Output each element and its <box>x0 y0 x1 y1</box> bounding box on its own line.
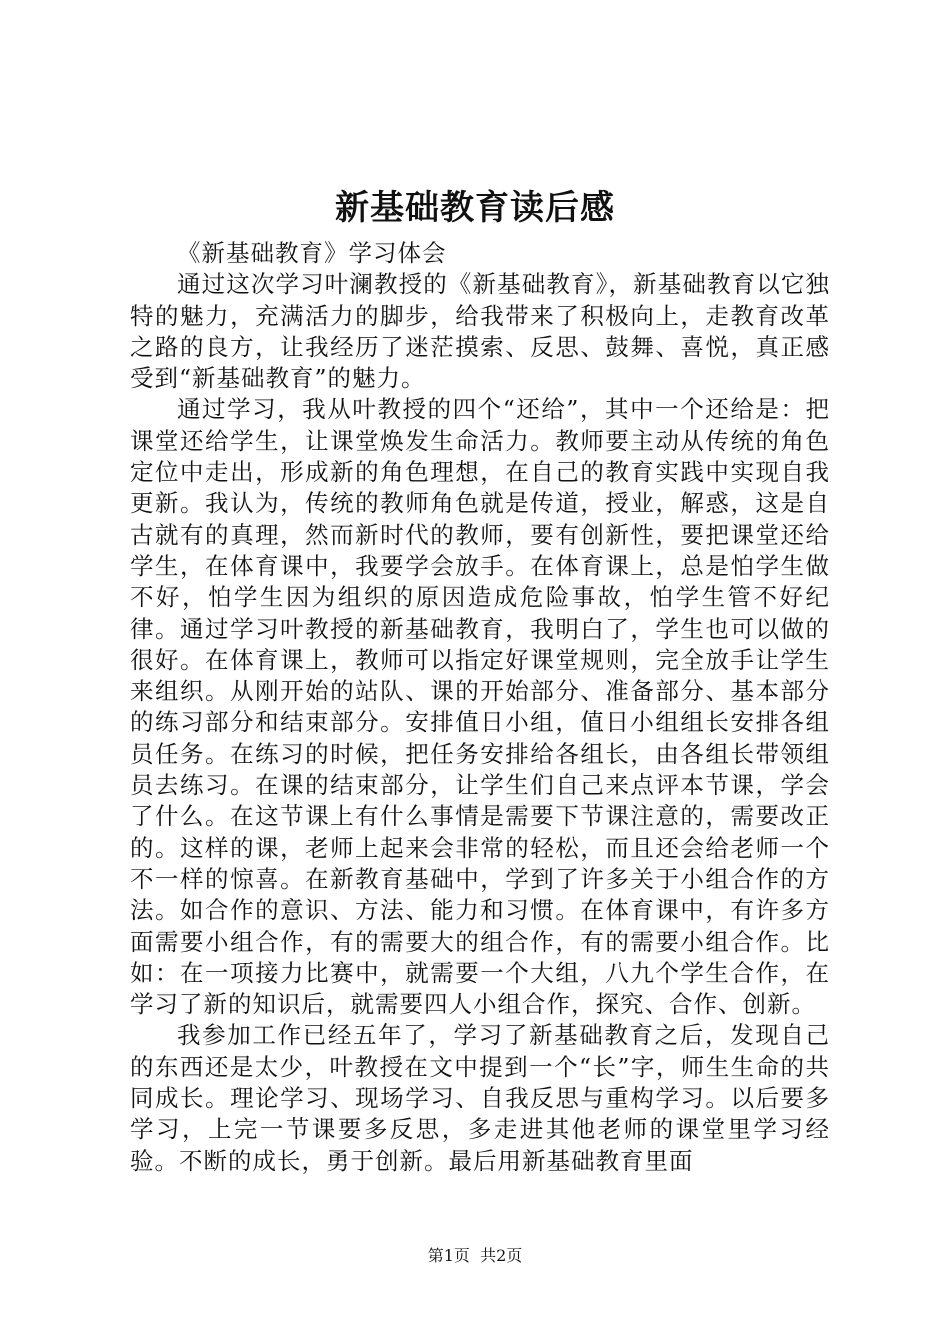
body-paragraph: 通过学习，我从叶教授的四个“还给”，其中一个还给是：把课堂还给学生，让课堂焕发生命活力。教师要主动从传统的角色定位中走出，形成新的角色理想，在自己的教育实践中实现自我更新。我认为，传统的教师角色就是传道，授业，解惑，这是自古就有的真理，然而新时代的教师，要有创新性，要把课堂还给学生，在体育课中，我要学会放手。在体育课上，总是怕学生做不好，怕学生因为组织的原因造成危险事故，怕学生管不好纪律。通过学习叶教授的新基础教育，我明白了，学生也可以做的很好。在体育课上，教师可以指定好课堂规则，完全放手让学生来组织。从刚开始的站队、课的开始部分、准备部分、基本部分的练习部分和结束部分。安排值日小组，值日小组组长安排各组员任务。在练习的时候，把任务安排给各组长，由各组长带领组员去练习。在课的结束部分，让学生们自己来点评本节课，学会了什么。在这节课上有什么事情是需要下节课注意的，需要改正的。这样的课，老师上起来会非常的轻松，而且还会给老师一个不一样的惊喜。在新教育基础中，学到了许多关于小组合作的方法。如合作的意识、方法、能力和习惯。在体育课中，有许多方面需要小组合作，有的需要大的组合作，有的需要小组合作。比如：在一项接力比赛中，就需要一个大组，八九个学生合作，在学习了新的知识后，就需要四人小组合作，探究、合作、创新。 <box>130 395 830 1019</box>
document-body <box>130 238 830 1177</box>
page-total: 共2页 <box>480 1246 523 1265</box>
body-paragraph: 通过这次学习叶澜教授的《新基础教育》，新基础教育以它独特的魅力，充满活力的脚步，给我带来了积极向上，走教育改革之路的良方，让我经历了迷茫摸索、反思、鼓舞、喜悦，真正感受到“新基础教育”的魅力。 <box>130 270 830 393</box>
subtitle-paragraph: 《新基础教育》学习体会 <box>177 239 447 267</box>
page-number: 第1页 <box>427 1246 470 1265</box>
body-paragraph: 我参加工作已经五年了，学习了新基础教育之后，发现自己的东西还是太少，叶教授在文中提到一个“长”字，师生生命的共同成长。理论学习、现场学习、自我反思与重构学习。以后要多学习，上完一节课要多反思，多走进其他老师的课堂里学习经验。不断的成长，勇于创新。最后用新基础教育里面 <box>130 1021 830 1175</box>
page-footer <box>0 1244 950 1268</box>
document-title: 新基础教育读后感 <box>335 188 615 228</box>
